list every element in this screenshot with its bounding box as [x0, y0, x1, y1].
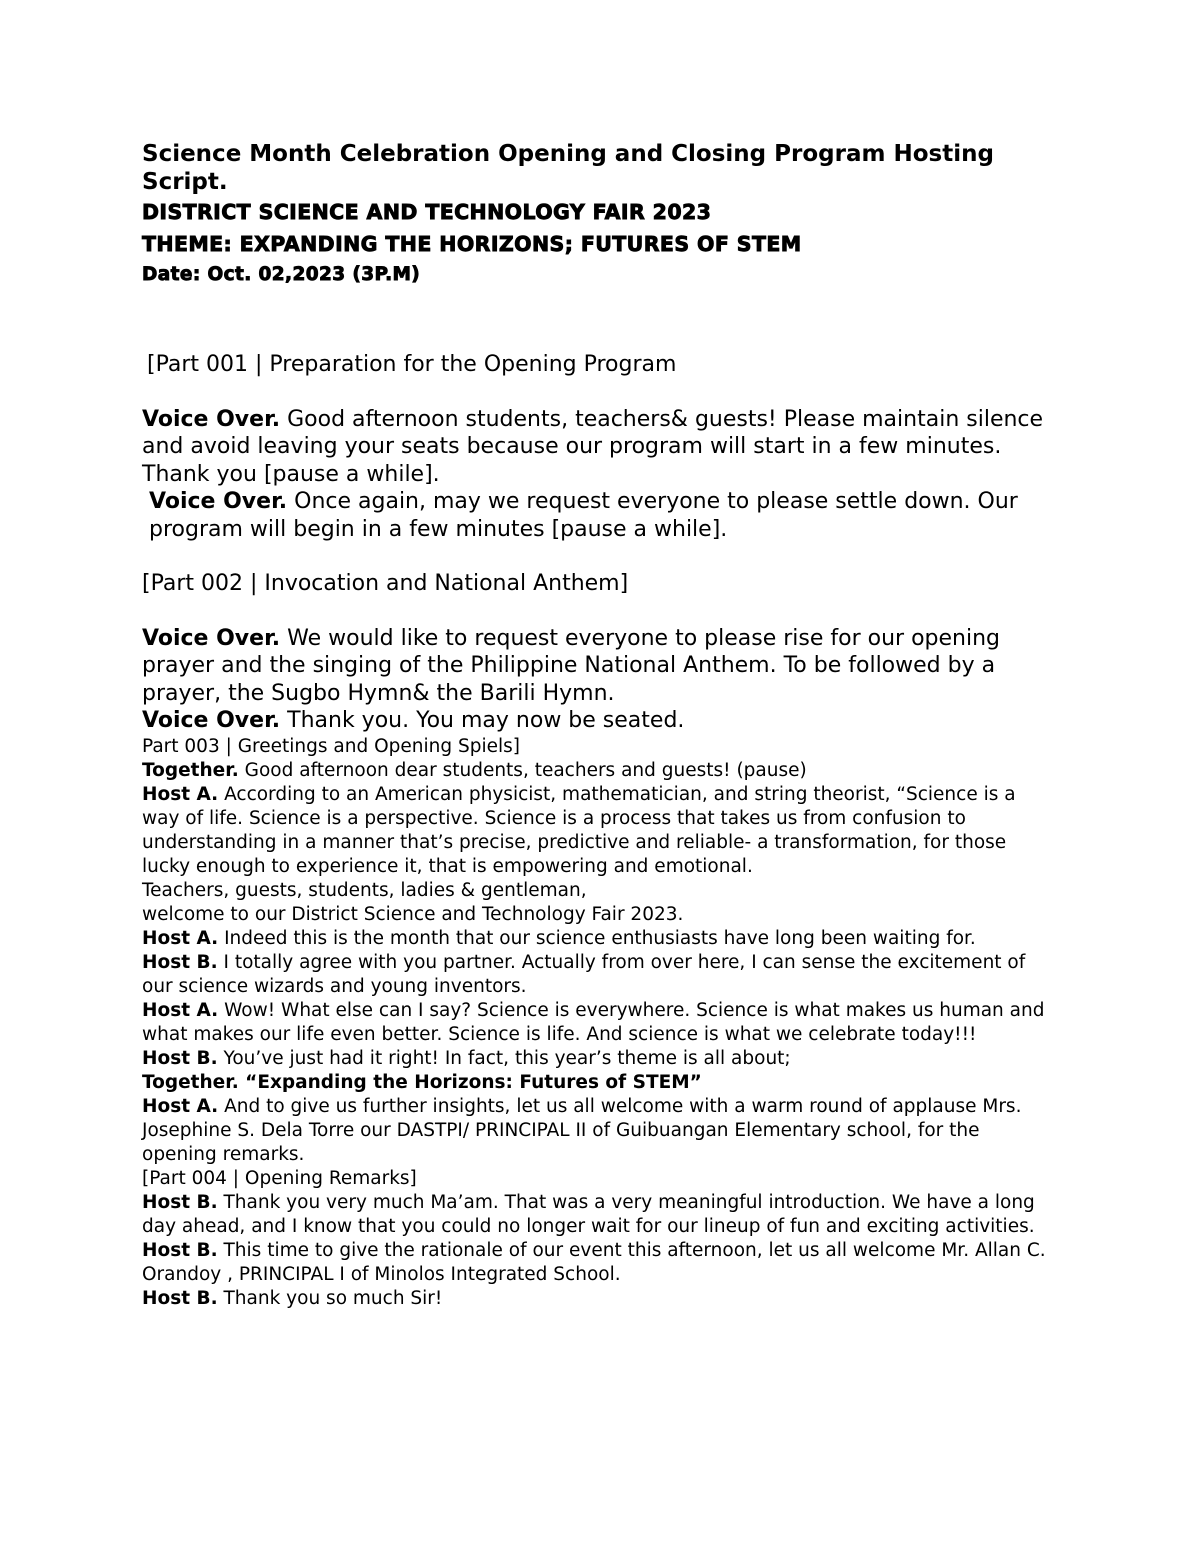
line-text: Thank you very much Ma’am. That was a very meaningful introduction. We have a long day ahead, and I know that you could no longer wait for our lineup of fun and exciting activities.: [142, 1191, 1035, 1237]
script-line: [142, 1191, 1047, 1239]
part-003-heading: Part 003 | Greetings and Opening Spiels]: [142, 735, 520, 757]
script-line: [142, 625, 1047, 708]
speaker: Host A.: [142, 1095, 219, 1117]
line-text: Once again, may we request everyone to please settle down. Our program will begin in a few minutes [pause a while].: [149, 489, 1018, 542]
script-line: [142, 1287, 1047, 1311]
speaker: Host B.: [142, 1191, 218, 1213]
speaker: Voice Over.: [149, 489, 288, 514]
event-date: Date: Oct. 02,2023 (3P.M): [142, 264, 421, 285]
line-text: You’ve just had it right! In fact, this year’s theme is all about;: [217, 1047, 791, 1069]
speaker: Together.: [142, 759, 239, 781]
script-line: [142, 783, 1047, 879]
line-text: Thank you so much Sir!: [217, 1287, 443, 1309]
line-text: Wow! What else can I say? Science is everywhere. Science is what makes us human and what makes our life even better. Science is life. And science is what we celebrate today!!!: [142, 999, 1045, 1045]
line-text: Good afternoon students, teachers& guests! Please maintain silence and avoid leaving your seats because our program will start in a few minutes. Thank you [pause a while].: [142, 406, 1044, 487]
speaker: Host B.: [142, 1047, 218, 1069]
line-text: We would like to request everyone to please rise for our opening prayer and the singing of the Philippine National Anthem. To be followed by a prayer, the Sugbo Hymn& the Barili Hymn.: [142, 625, 1001, 706]
line-text: Thank you. You may now be seated.: [280, 708, 685, 733]
script-line: [142, 999, 1047, 1047]
welcome-line: Teachers, guests, students, ladies & gentleman,: [142, 879, 587, 901]
document-title: Science Month Celebration Opening and Closing Program Hosting Script.: [142, 141, 994, 195]
script-line: [142, 707, 1047, 735]
welcome-line: welcome to our District Science and Technology Fair 2023.: [142, 903, 684, 925]
script-line: [142, 951, 1047, 999]
document-page: [142, 140, 1047, 1311]
line-text: And to give us further insights, let us all welcome with a warm round of applause Mrs. Josephine S. Dela Torre our DASTPI/ PRINCIPAL II of Guibuangan Elementary school, for the opening remarks.: [142, 1095, 1022, 1165]
script-line: [142, 759, 1047, 783]
script-line: [142, 488, 1047, 543]
speaker: Host A.: [142, 999, 219, 1021]
part-002-heading: [Part 002 | Invocation and National Anthem]: [142, 571, 629, 596]
line-text: Indeed this is the month that our science enthusiasts have long been waiting for.: [218, 927, 976, 949]
speaker: Host B.: [142, 951, 218, 973]
speaker: Voice Over.: [142, 625, 281, 651]
line-text: Good afternoon dear students, teachers and guests! (pause): [238, 759, 807, 781]
speaker: Voice Over.: [142, 406, 281, 432]
event-theme: THEME: EXPANDING THE HORIZONS; FUTURES OF STEM: [142, 232, 802, 256]
script-line: [142, 1095, 1047, 1167]
script-line: [142, 1047, 1047, 1071]
part-004-heading: [Part 004 | Opening Remarks]: [142, 1167, 417, 1189]
event-name: DISTRICT SCIENCE AND TECHNOLOGY FAIR 2023: [142, 200, 712, 224]
together-theme-line: Together. “Expanding the Horizons: Futures of STEM”: [142, 1071, 702, 1093]
speaker: Voice Over.: [142, 708, 281, 733]
speaker: Host B.: [142, 1287, 218, 1309]
part-001-heading: [Part 001 | Preparation for the Opening Program: [147, 352, 677, 377]
line-text: I totally agree with you partner. Actually from over here, I can sense the excitement of our science wizards and young inventors.: [142, 951, 1026, 997]
line-text: According to an American physicist, mathematician, and string theorist, “Science is a way of life. Science is a perspective. Science is a process that takes us from confusion to understanding in a manner that’s precise, predictive and reliable- a transformation, for those lucky enough to experience it, that is empowering and emotional.: [142, 783, 1016, 877]
script-line: [142, 927, 1047, 951]
script-line: [142, 406, 1047, 489]
speaker: Host B.: [142, 1239, 218, 1261]
speaker: Host A.: [142, 927, 219, 949]
line-text: This time to give the rationale of our event this afternoon, let us all welcome Mr. Allan C. Orandoy , PRINCIPAL I of Minolos Integrated School.: [142, 1239, 1046, 1285]
script-line: [142, 1239, 1047, 1287]
speaker: Host A.: [142, 783, 219, 805]
